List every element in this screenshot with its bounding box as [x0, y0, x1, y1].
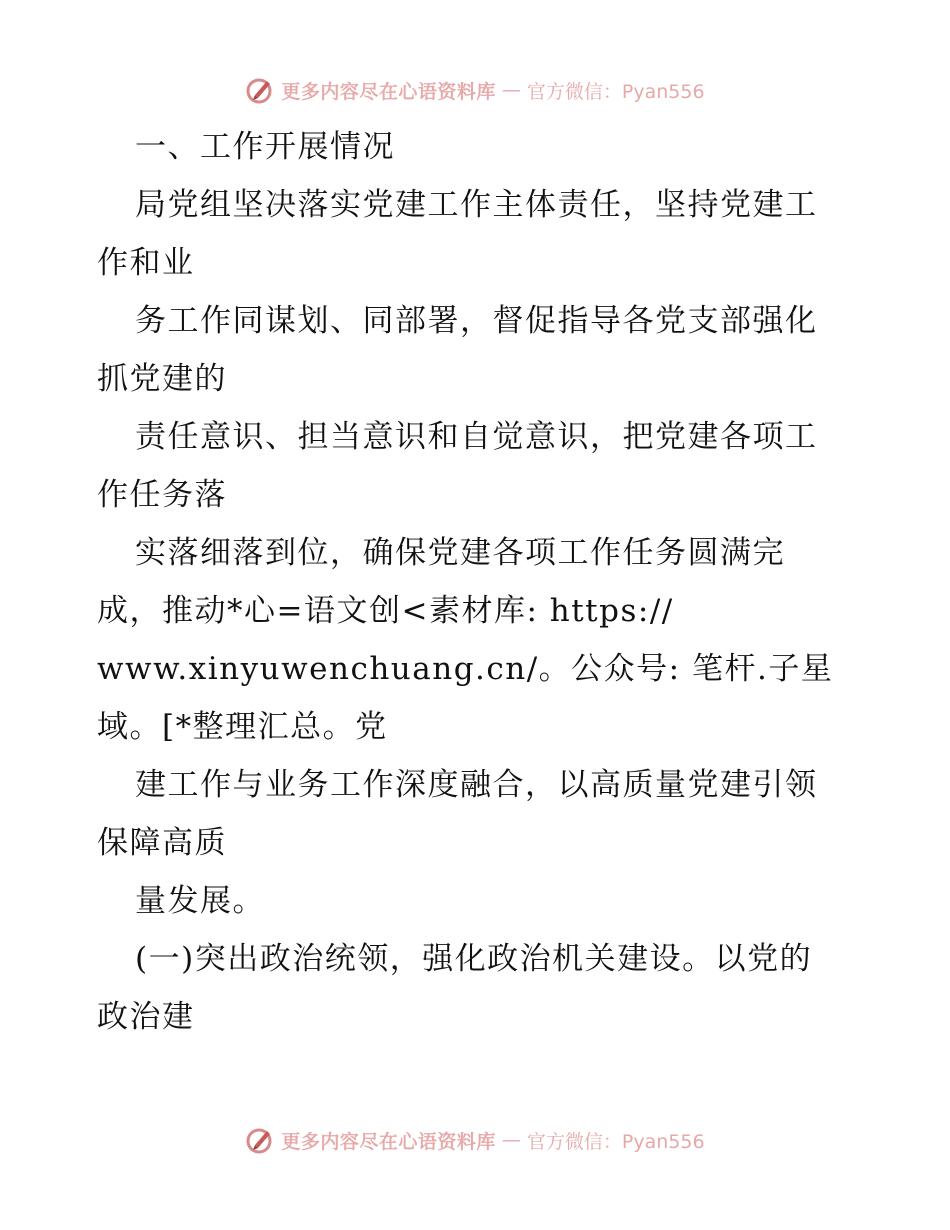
- paragraph-line: www.xinyuwenchuang.cn/。公众号: 笔杆.子星: [97, 651, 834, 687]
- section-heading: 一、工作开展情况: [135, 129, 395, 165]
- subsection-heading-line: (一)突出政治统领，强化政治机关建设。以党的: [135, 941, 813, 977]
- paragraph-line: 作任务落: [97, 477, 227, 513]
- paragraph-line: 政治建: [97, 999, 195, 1035]
- watermark-footer: [0, 1120, 950, 1160]
- pen-logo-icon: [245, 1125, 275, 1155]
- document-body: [97, 118, 857, 1046]
- pen-logo-icon: [245, 75, 275, 105]
- paragraph-line: 成，推动*心=语文创<素材库: https://: [97, 593, 674, 629]
- paragraph-line: 作和业: [97, 245, 195, 281]
- paragraph-line: 保障高质: [97, 825, 227, 861]
- paragraph-line: 务工作同谋划、同部署，督促指导各党支部强化: [135, 303, 818, 339]
- paragraph-line: 责任意识、担当意识和自觉意识，把党建各项工: [135, 419, 818, 455]
- paragraph-line: 域。[*整理汇总。党: [97, 709, 388, 745]
- watermark-contact: 官方微信：Pyan556: [526, 1130, 705, 1153]
- paragraph-line: 建工作与业务工作深度融合，以高质量党建引领: [135, 767, 818, 803]
- paragraph-line: 实落细落到位，确保党建各项工作任务圆满完: [135, 535, 785, 571]
- paragraph-line: 局党组坚决落实党建工作主体责任，坚持党建工: [135, 187, 818, 223]
- watermark-header: [0, 70, 950, 110]
- watermark-text: 更多内容尽在心语资料库: [281, 1130, 496, 1153]
- paragraph-line: 量发展。: [135, 883, 265, 919]
- paragraph-line: 抓党建的: [97, 361, 227, 397]
- watermark-dash: —: [501, 79, 521, 101]
- watermark-dash: —: [501, 1129, 521, 1151]
- watermark-text: 更多内容尽在心语资料库: [281, 80, 496, 103]
- watermark-contact: 官方微信：Pyan556: [526, 80, 705, 103]
